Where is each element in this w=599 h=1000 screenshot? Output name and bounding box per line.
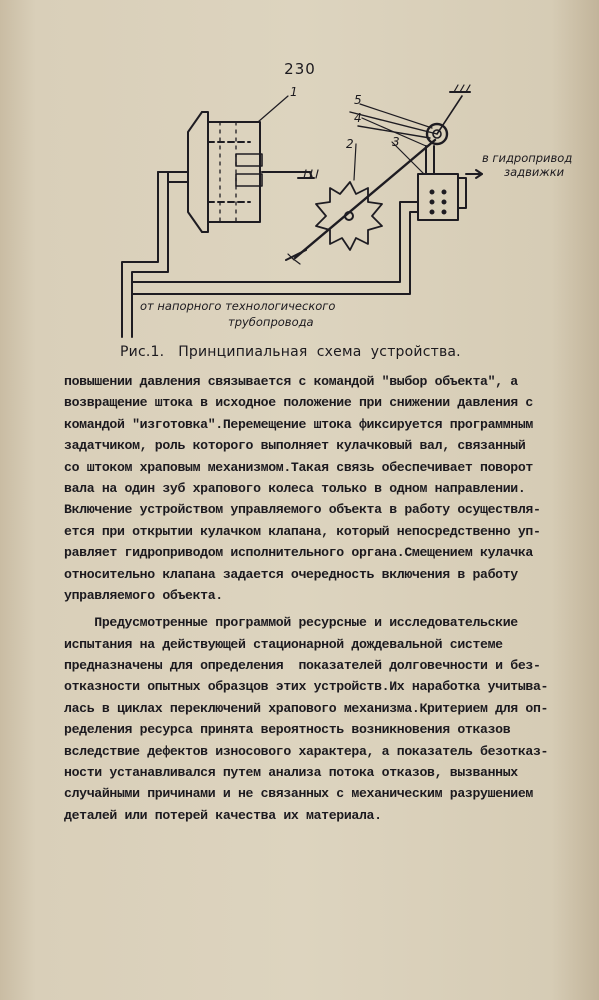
label-pipeline: от напорного технологического: [140, 299, 336, 313]
schematic-drawing: [110, 82, 590, 344]
page-number: 230: [284, 60, 316, 78]
text-line: равляет гидроприводом исполнительного органа.Смещением кулачка: [64, 545, 533, 561]
label-hydro-drive: в гидропривод: [482, 151, 573, 165]
text-line: вследствие дефектов износового характера, а показатель безотказ-: [64, 743, 549, 759]
text-line: повышении давления связывается с командой "выбор объекта", а: [64, 374, 518, 389]
part-number-3: 3: [392, 135, 400, 149]
part-number-2: 2: [346, 137, 354, 151]
label-pipeline-cont: трубопровода: [228, 315, 314, 329]
text-line: управляемого объекта.: [64, 587, 223, 603]
figure-caption: Рис.1. Принципиальная схема устройства.: [120, 344, 461, 360]
text-line: командой "изготовка".Перемещение штока фиксируется программным: [64, 416, 533, 432]
text-line: испытания на действующей стационарной дождевальной системе: [64, 636, 503, 652]
text-line: ределения ресурса принята вероятность возникновения отказов: [64, 722, 511, 738]
text-line: предназначены для определения показателей долговечности и без-: [64, 658, 541, 674]
device-schematic-figure: [110, 82, 590, 344]
part-number-4: 4: [354, 111, 362, 125]
paragraph-2: [64, 612, 584, 826]
text-line: задатчиком, роль которого выполняет кулачковый вал, связанный: [64, 438, 526, 454]
text-line: случайными причинами и не связанных с механическим разрушением: [64, 786, 533, 802]
text-line: деталей или потерей качества их материала.: [64, 807, 382, 823]
text-line: Предусмотренные программой ресурсные и исследовательские: [64, 615, 518, 631]
text-line: возвращение штока в исходное положение при снижении давления с: [64, 395, 533, 411]
text-line: относительно клапана задается очередность включения в работу: [64, 566, 518, 582]
part-number-5: 5: [354, 93, 362, 107]
paragraph-1: [64, 371, 584, 606]
part-number-1: 1: [290, 85, 298, 99]
pressure-chamber: [188, 112, 312, 232]
text-line: ности устанавливался путем анализа потока отказов, вызванных: [64, 765, 518, 781]
valve-block: [418, 170, 482, 220]
text-line: лась в циклах переключений храпового механизма.Критерием для оп-: [64, 700, 549, 716]
text-line: вала на один зуб храпового колеса только в одном направлении.: [64, 480, 526, 496]
text-line: ется при открытии кулачком клапана, который непосредственно уп-: [64, 523, 541, 539]
text-line: со штоком храповым механизмом.Такая связь обеспечивает поворот: [64, 459, 533, 475]
text-line: отказности опытных образцов этих устройств.Их наработка учитыва-: [64, 679, 549, 695]
text-line: Включение устройством управляемого объекта в работу осуществля-: [64, 502, 541, 518]
body-text: [64, 371, 584, 826]
leader-lines: [258, 96, 432, 180]
label-gate-valve: задвижки: [504, 165, 565, 179]
